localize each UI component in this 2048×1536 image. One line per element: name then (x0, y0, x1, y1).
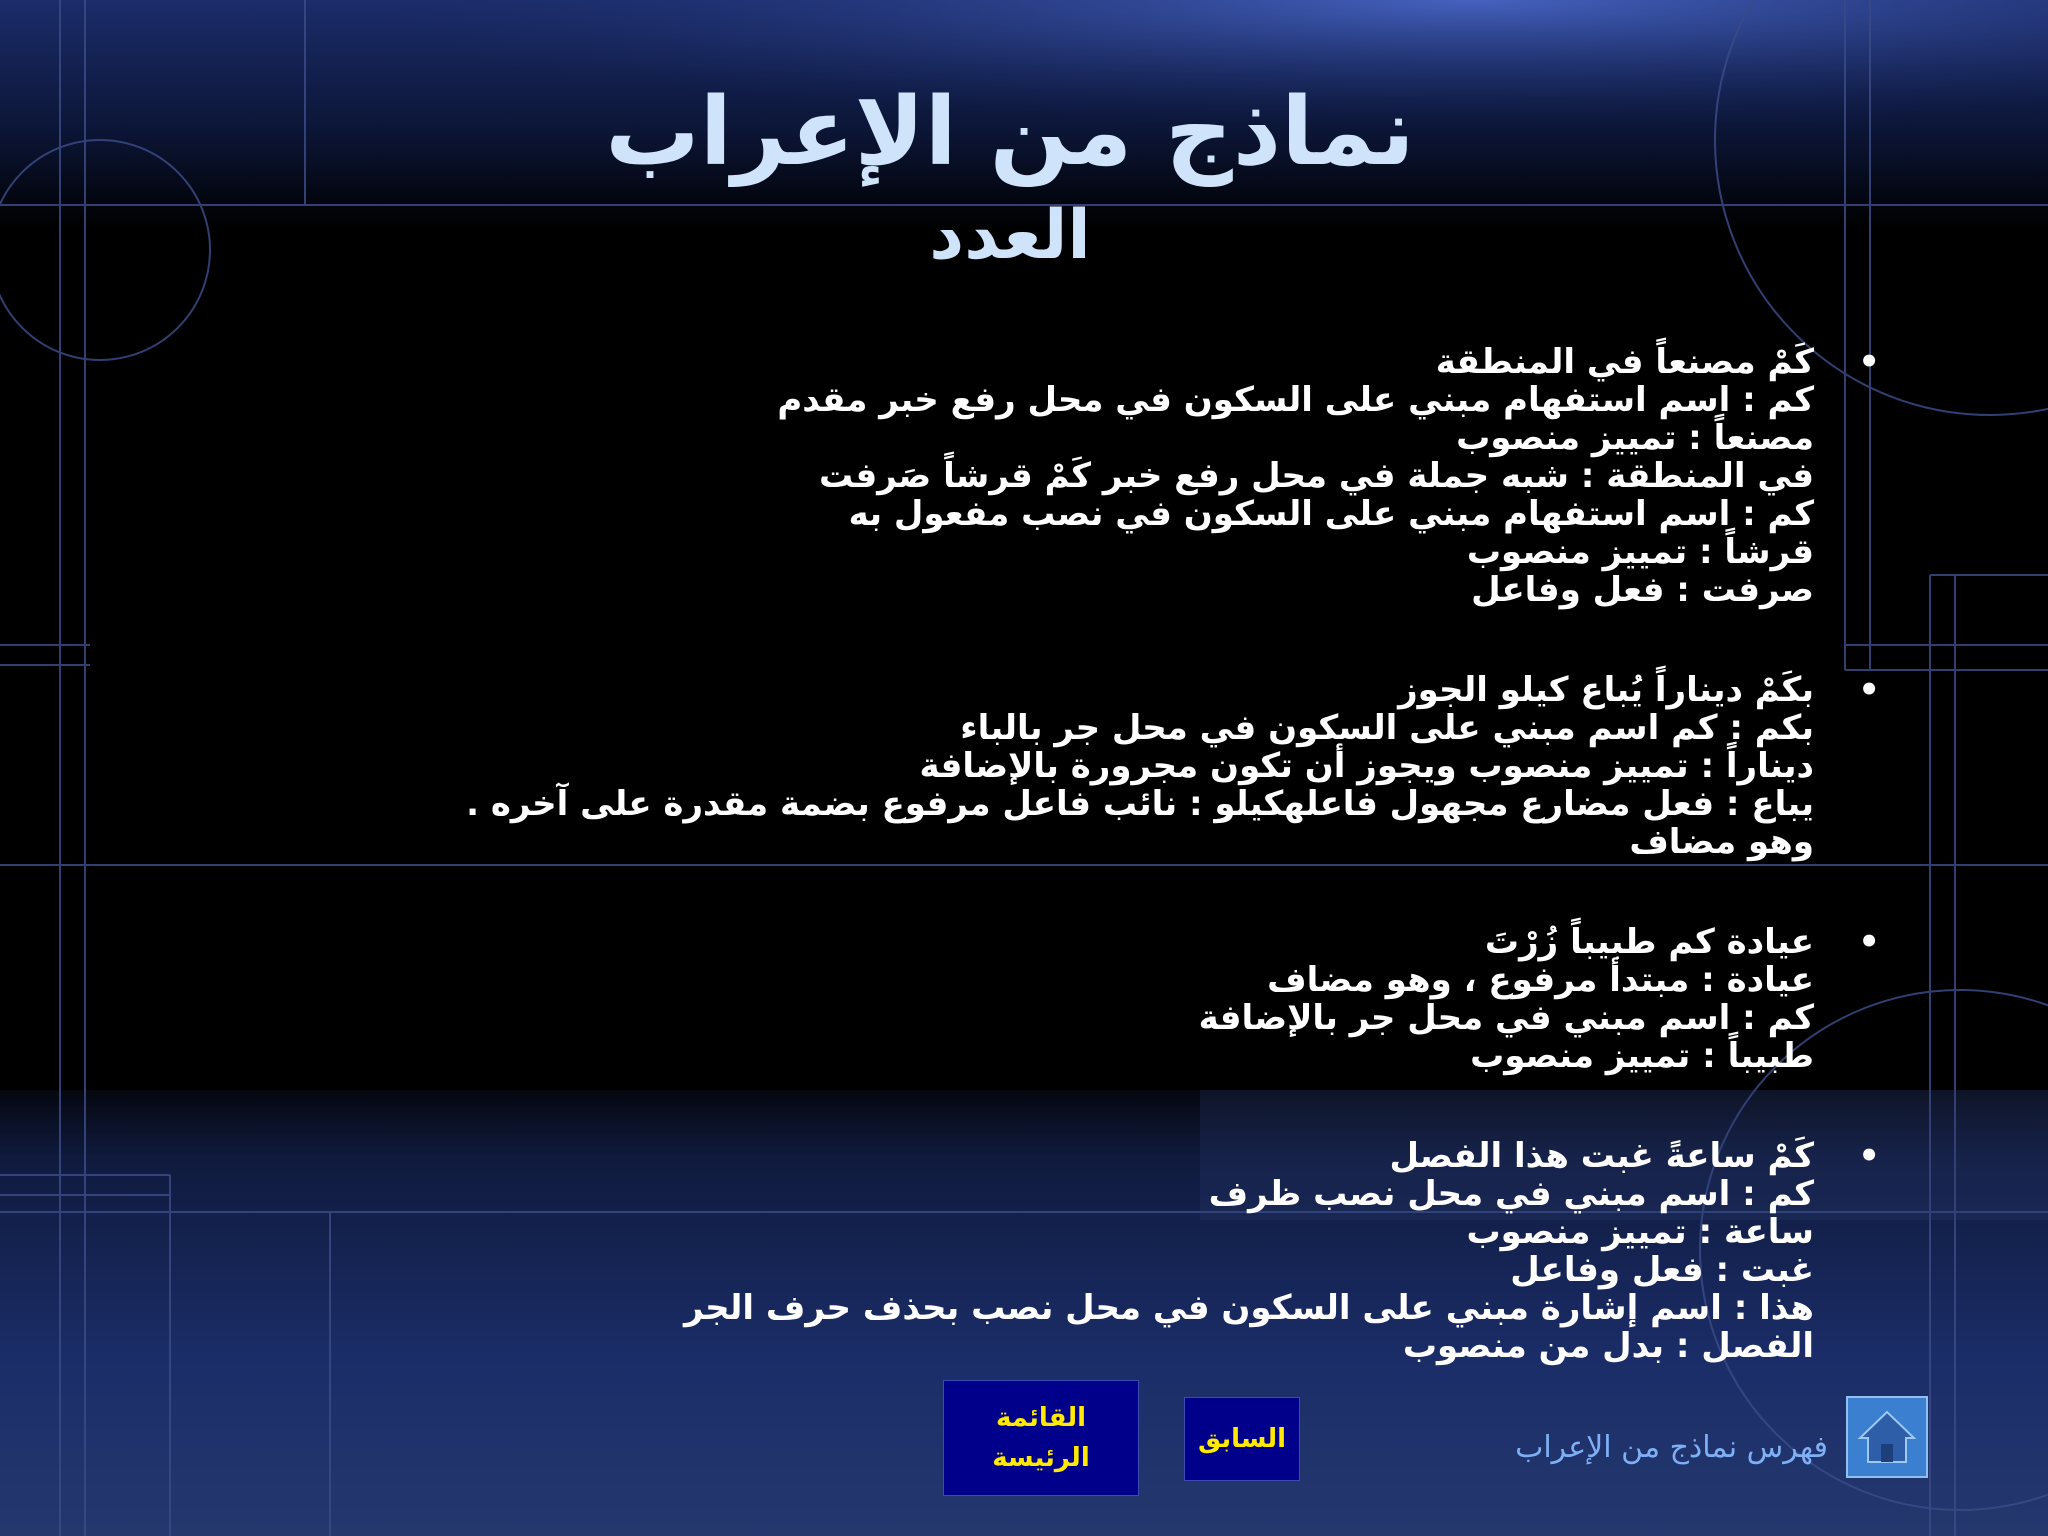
example-line: يباع : فعل مضارع مجهول فاعلهكيلو : نائب فاعل مرفوع بضمة مقدرة على آخره . (466, 784, 1814, 824)
slide-subtitle: العدد (929, 196, 1091, 275)
example-line: ديناراً : تمييز منصوب ويجوز أن تكون مجرورة بالإضافة (919, 746, 1814, 786)
example-line: عيادة : مبتدأ مرفوع ، وهو مضاف (1267, 960, 1814, 1000)
example-line: مصنعاً : تمييز منصوب (1456, 418, 1814, 458)
example-line: الفصل : بدل من منصوب (1402, 1326, 1814, 1366)
example-line: ساعة : تمييز منصوب (1466, 1212, 1814, 1252)
example-item (300, 671, 1880, 861)
bullet-icon: • (1858, 1136, 1880, 1176)
example-line: كم : اسم استفهام مبني على السكون في محل رفع خبر مقدم (777, 380, 1814, 420)
previous-button[interactable]: السابق (1184, 1397, 1300, 1481)
example-heading: عيادة كم طبيباً زُرْتَ (1484, 922, 1814, 962)
example-line: في المنطقة : شبه جملة في محل رفع خبر كَمْ قرشاً صَرفت (819, 456, 1814, 496)
main-menu-label-line1: القائمة (995, 1403, 1087, 1433)
index-link[interactable]: فهرس نماذج من الإعراب (1515, 1430, 1828, 1465)
example-line: قرشاً : تمييز منصوب (1466, 532, 1814, 572)
example-line: كم : اسم استفهام مبني على السكون في نصب مفعول به (848, 494, 1814, 534)
example-line: هذا : اسم إشارة مبني على السكون في محل نصب بحذف حرف الجر (683, 1288, 1814, 1328)
example-line: بكم : كم اسم مبني على السكون في محل جر بالباء (960, 708, 1814, 748)
example-line: وهو مضاف (1629, 822, 1814, 862)
example-heading: كَمْ ساعةً غبت هذا الفصل (1389, 1136, 1814, 1176)
bullet-icon: • (1858, 342, 1880, 382)
example-item (300, 923, 1880, 1075)
main-menu-button[interactable] (943, 1380, 1139, 1496)
example-line: كم : اسم مبني في محل نصب ظرف (1208, 1174, 1814, 1214)
example-item (300, 1137, 1880, 1365)
example-line: غبت : فعل وفاعل (1510, 1250, 1814, 1290)
slide-title: نماذج من الإعراب (605, 78, 1415, 187)
example-heading: كَمْ مصنعاً في المنطقة (1435, 342, 1814, 382)
home-button[interactable] (1846, 1396, 1928, 1478)
example-line: طبيباً : تمييز منصوب (1470, 1036, 1814, 1076)
examples-list (300, 343, 1880, 1427)
main-menu-label-line2: الرئيسة (992, 1443, 1090, 1473)
example-item (300, 343, 1880, 609)
example-line: كم : اسم مبني في محل جر بالإضافة (1198, 998, 1814, 1038)
bullet-icon: • (1858, 922, 1880, 962)
example-line: صرفت : فعل وفاعل (1471, 570, 1814, 610)
example-heading: بكَمْ ديناراً يُباع كيلو الجوز (1398, 670, 1814, 710)
home-icon (1854, 1404, 1920, 1470)
bullet-icon: • (1858, 670, 1880, 710)
